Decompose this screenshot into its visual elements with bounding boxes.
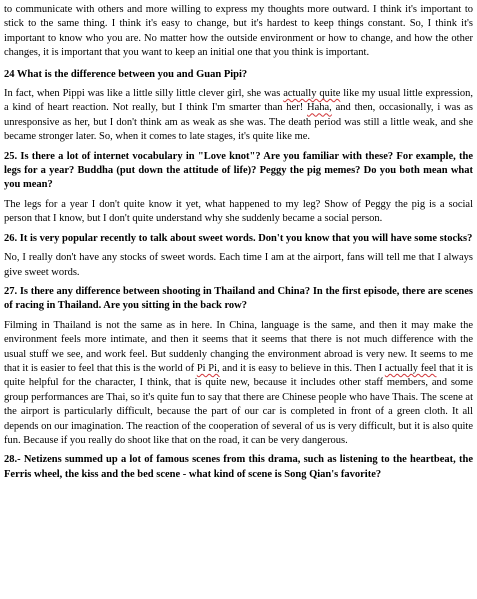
answer-27-spellcheck-2: actually feel [384,362,437,374]
answer-23-continued: to communicate with others and more willing to express my thoughts more outward. I think it's important to stick to the same thing. I think it's easy to change, but it's hardest to keep things constant. So, I think it's important to know who you are. No matter how the outside environment or how to change, and how the other changes, it is important that you want to keep an initial one that you think is important. [4,4,473,59]
answer-24-spellcheck-1: actually quite [283,88,341,100]
answer-24-text-1: In fact, when Pippi was like a little silly little clever girl, she was [4,88,284,100]
answer-24-spellcheck-2: Haha, [307,102,332,114]
answer-27-text-2: and it is easy to believe in this. Then I [219,362,385,374]
question-25: 25. Is there a lot of internet vocabulary in "Love knot"? Are you familiar with these? For example, the legs for a year? Buddha (put down the attitude of life)? Peggy the pig memes? Do you both mean what you mean? [4,150,473,191]
answer-27-spellcheck-1: Pi Pi, [196,362,220,374]
answer-26: No, I really don't have any stocks of sweet words. Each time I am at the airport, fans will tell me that I always give sweet words. [4,252,473,278]
answer-25: The legs for a year I don't quite know it yet, what happened to my leg? Show of Peggy the pig is a social person that I know, but I don't quite understand why she suddenly became a social person. [4,198,473,225]
question-26: 26. It is very popular recently to talk about sweet words. Don't you know that you will have some stocks? [4,232,473,244]
question-24: 24 What is the difference between you and Guan Pipi? [4,68,248,80]
question-28: 28.- Netizens summed up a lot of famous scenes from this drama, such as listening to the heartbeat, the Ferris wheel, the kiss and the bed scene - what kind of scene is Song Qian's favorite? [4,454,473,480]
answer-27-text-1: Filming in Thailand is not the same as in here. In China, language is the same, and then it may make the environment feels more intimate, and then it seems that it seems that there is not much difference with the usual stuff we see, and work feel. But suddenly changing the environment abroad is very new. It seems to me that it is easier to feel that this is the world of [4,319,473,374]
answer-24 [4,87,473,145]
answer-27 [4,319,473,449]
question-27: 27. Is there any difference between shooting in Thailand and China? In the first episode, there are scenes of racing in Thailand. Are you sitting in the back row? [4,285,473,312]
answer-24-text-2: like my usual little expression, a kind of heart reaction. Not really, but I think I'm smarter than her! [4,88,473,114]
answer-27-text-3: that it is quite helpful for the character, I think, that is quite new, because it includes other staff members, and some group performances are Thai, so it's quite fun to say that there are Chinese people who have Thais. The scene at the airport is particularly difficult, because the part of our car is completed in front of a green cloth. It all depends on our imagination. The reaction of the cooperation of several of us is very difficult, but it is also quite fun. Because if you really do shoot like that on the road, it can be very dangerous. [4,362,474,446]
answer-24-text-3: and then, occasionally, i was as unresponsive as her, but I don't think am as weak as she was. The death period was still a little weak, and she became stronger later. So, when it comes to late stages, it's quite like me. [4,102,473,143]
